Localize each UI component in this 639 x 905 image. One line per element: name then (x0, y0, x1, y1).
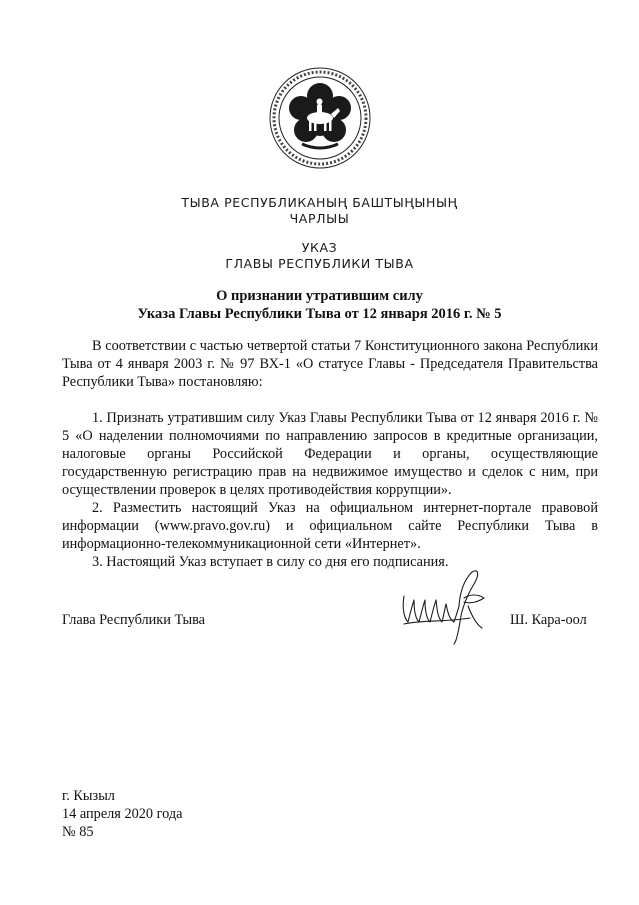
item-paragraph-2: 2. Разместить настоящий Указ на официальном интернет-портале правовой информации (www.pravo.gov.ru) и официальном сайте Республики Тыва в информационно-телекоммуникационной сети «Интернет». (62, 500, 598, 552)
signatory-name: Ш. Кара-оол (510, 612, 587, 628)
signatory-role: Глава Республики Тыва (62, 612, 205, 628)
ukaz-header: УКАЗ (301, 240, 338, 255)
tuvan-header-line2: ЧАРЛЫЫ (289, 211, 350, 226)
footer-date: 14 апреля 2020 года (62, 806, 183, 822)
footer-number: № 85 (62, 824, 94, 840)
footer-place: г. Кызыл (62, 788, 115, 804)
decree-title-line1: О признании утратившим силу (216, 288, 423, 304)
item-paragraph-1: 1. Признать утратившим силу Указ Главы Республики Тыва от 12 января 2016 г. № 5 «О наделении полномочиями по направлению запросов в кредитные организации, налоговые органы Российской Федерации и органы, осуществляющие государственную регистрацию прав на недвижимое имущество и сделок с ним, при осуществлении проверок в целях противодействия коррупции». (62, 410, 598, 498)
tuva-coat-of-arms-icon (268, 66, 372, 170)
item-paragraph-3: 3. Настоящий Указ вступает в силу со дня его подписания. (92, 554, 449, 570)
authority-header: ГЛАВЫ РЕСПУБЛИКИ ТЫВА (225, 256, 414, 271)
preamble-paragraph: В соответствии с частью четвертой статьи 7 Конституционного закона Республики Тыва от 4 января 2003 г. № 97 ВХ-1 «О статусе Главы - Председателя Правительства Республики Тыва» постановляю: (62, 338, 598, 390)
handwritten-signature-icon (398, 566, 496, 648)
tuvan-header-line1: ТЫВА РЕСПУБЛИКАНЫҢ БАШТЫҢЫНЫҢ (181, 195, 458, 210)
decree-body (62, 337, 598, 571)
decree-title-line2: Указа Главы Республики Тыва от 12 января 2016 г. № 5 (137, 306, 502, 322)
decree-footer (62, 787, 183, 841)
